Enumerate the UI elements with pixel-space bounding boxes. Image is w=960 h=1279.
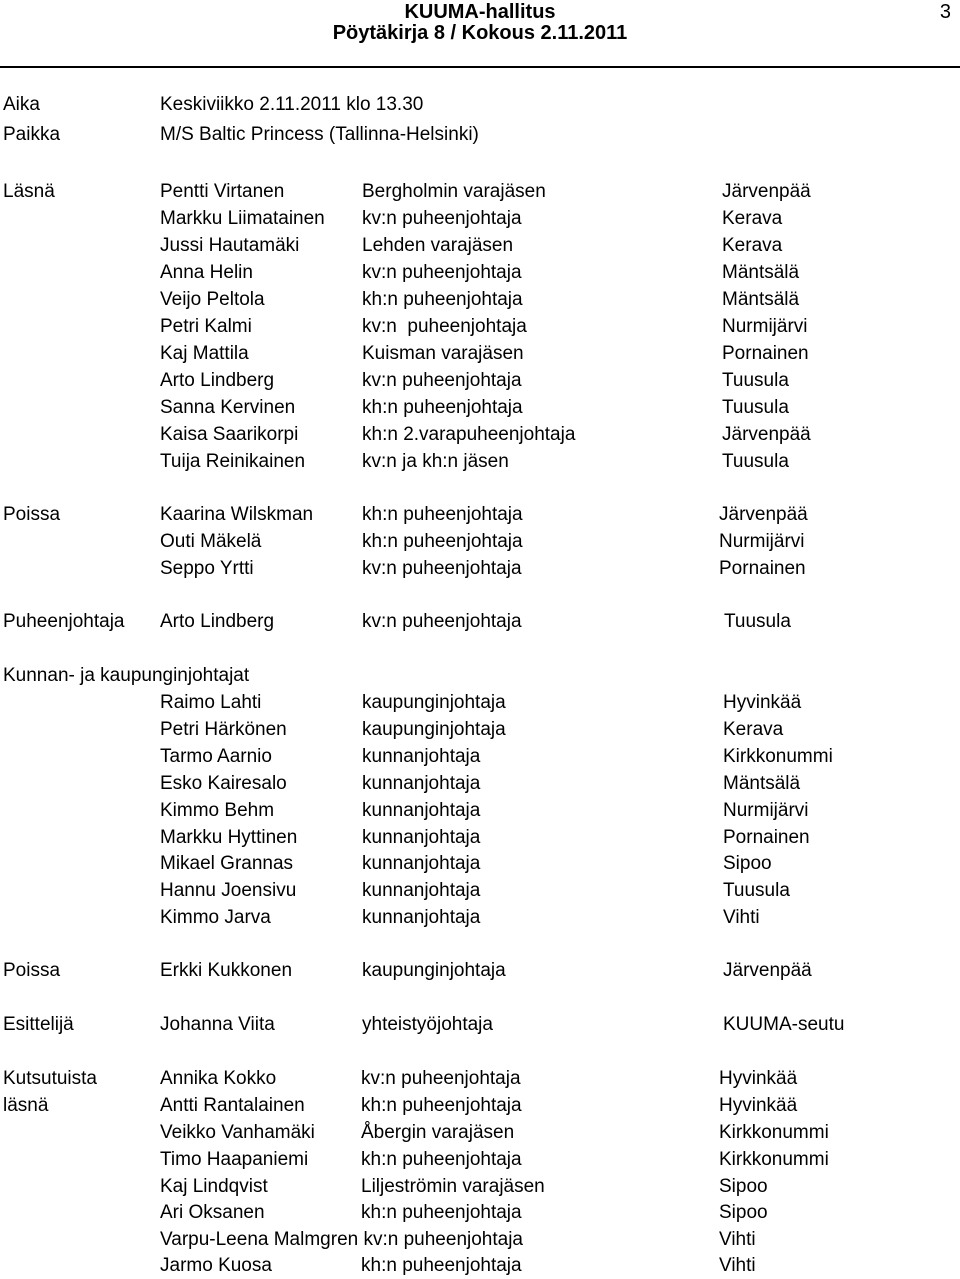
place-label: Paikka bbox=[3, 124, 61, 145]
mayor-row bbox=[0, 878, 960, 904]
person-role: kh:n puheenjohtaja bbox=[361, 1149, 522, 1170]
person-name: Ari Oksanen bbox=[160, 1202, 265, 1223]
person-name: Veijo Peltola bbox=[160, 289, 265, 310]
person-name: Mikael Grannas bbox=[160, 853, 294, 874]
person-role: kh:n 2.varapuheenjohtaja bbox=[362, 424, 576, 445]
person-role: kh:n puheenjohtaja bbox=[362, 289, 523, 310]
person-municipality: Kirkkonummi bbox=[723, 746, 833, 767]
person-municipality: Tuusula bbox=[723, 880, 790, 901]
invited-row bbox=[0, 1174, 960, 1200]
person-role: kaupunginjohtaja bbox=[362, 692, 506, 713]
invited-row bbox=[0, 1200, 960, 1226]
mayor-absent-row bbox=[0, 958, 960, 984]
person-name: Esko Kairesalo bbox=[160, 773, 287, 794]
person-name: Antti Rantalainen bbox=[160, 1095, 305, 1116]
person-role: kunnanjohtaja bbox=[362, 907, 481, 928]
time-value: Keskiviikko 2.11.2011 klo 13.30 bbox=[160, 94, 424, 115]
section-label: Esittelijä bbox=[3, 1014, 74, 1035]
invited-row bbox=[0, 1253, 960, 1279]
place-row bbox=[0, 122, 960, 148]
mayor-row bbox=[0, 825, 960, 851]
person-name: Anna Helin bbox=[160, 262, 253, 283]
present-row bbox=[0, 314, 960, 340]
mayor-row bbox=[0, 690, 960, 716]
person-municipality: KUUMA-seutu bbox=[723, 1014, 845, 1035]
person-municipality: Pornainen bbox=[722, 343, 809, 364]
header-title: KUUMA-hallitus bbox=[404, 1, 556, 23]
section-label: Kutsutuista bbox=[3, 1068, 97, 1089]
person-municipality: Sipoo bbox=[723, 853, 772, 874]
person-name: Kimmo Behm bbox=[160, 800, 275, 821]
section-label-continued: läsnä bbox=[3, 1095, 49, 1116]
person-municipality: Kirkkonummi bbox=[719, 1122, 829, 1143]
person-name: Kaj Mattila bbox=[160, 343, 249, 364]
person-name: Johanna Viita bbox=[160, 1014, 275, 1035]
person-name: Kaisa Saarikorpi bbox=[160, 424, 299, 445]
invited-row bbox=[0, 1120, 960, 1146]
person-role: kunnanjohtaja bbox=[362, 773, 481, 794]
section-label: Puheenjohtaja bbox=[3, 611, 125, 632]
person-name: Annika Kokko bbox=[160, 1068, 277, 1089]
person-municipality: Vihti bbox=[723, 907, 760, 928]
present-row bbox=[0, 260, 960, 286]
person-name: Pentti Virtanen bbox=[160, 181, 285, 202]
person-municipality: Hyvinkää bbox=[719, 1068, 798, 1089]
person-role: kaupunginjohtaja bbox=[362, 960, 506, 981]
person-municipality: Nurmijärvi bbox=[719, 531, 805, 552]
person-role: Lehden varajäsen bbox=[362, 235, 514, 256]
person-name: Kaarina Wilskman bbox=[160, 504, 314, 525]
person-name: Erkki Kukkonen bbox=[160, 960, 293, 981]
person-role: kv:n puheenjohtaja bbox=[362, 611, 522, 632]
header-rule bbox=[0, 66, 960, 68]
time-row bbox=[0, 92, 960, 118]
person-role: kunnanjohtaja bbox=[362, 880, 481, 901]
mayor-row bbox=[0, 905, 960, 931]
person-name: Arto Lindberg bbox=[160, 611, 275, 632]
person-role: Liljeströmin varajäsen bbox=[361, 1176, 545, 1197]
invited-row bbox=[0, 1147, 960, 1173]
person-role: kh:n puheenjohtaja bbox=[361, 1202, 522, 1223]
person-name-and-role: Varpu-Leena Malmgren kv:n puheenjohtaja bbox=[160, 1229, 523, 1250]
chair-row bbox=[0, 609, 960, 635]
person-role: kh:n puheenjohtaja bbox=[362, 531, 523, 552]
person-municipality: Sipoo bbox=[719, 1176, 768, 1197]
person-name: Raimo Lahti bbox=[160, 692, 262, 713]
section-label: Läsnä bbox=[3, 181, 55, 202]
page-number: 3 bbox=[939, 1, 951, 23]
present-row bbox=[0, 341, 960, 367]
person-role: kh:n puheenjohtaja bbox=[361, 1095, 522, 1116]
person-municipality: Järvenpää bbox=[719, 504, 808, 525]
person-role: Åbergin varajäsen bbox=[361, 1122, 515, 1143]
person-role: kv:n puheenjohtaja bbox=[362, 370, 522, 391]
person-role: kv:n puheenjohtaja bbox=[362, 316, 527, 337]
section-label: Kunnan- ja kaupunginjohtajat bbox=[3, 665, 250, 686]
mayor-row bbox=[0, 717, 960, 743]
section-label: Poissa bbox=[3, 960, 61, 981]
person-role: Kuisman varajäsen bbox=[362, 343, 524, 364]
person-name: Arto Lindberg bbox=[160, 370, 275, 391]
presenter-row bbox=[0, 1012, 960, 1038]
present-row bbox=[0, 233, 960, 259]
person-municipality: Hyvinkää bbox=[723, 692, 802, 713]
person-role: kunnanjohtaja bbox=[362, 800, 481, 821]
person-name: Markku Liimatainen bbox=[160, 208, 325, 229]
person-municipality: Kerava bbox=[722, 208, 783, 229]
mayors-heading-row bbox=[0, 663, 960, 689]
person-name: Jarmo Kuosa bbox=[160, 1255, 272, 1276]
person-municipality: Kerava bbox=[722, 235, 783, 256]
person-name: Markku Hyttinen bbox=[160, 827, 298, 848]
person-municipality: Pornainen bbox=[719, 558, 806, 579]
person-municipality: Tuusula bbox=[722, 370, 789, 391]
person-municipality: Sipoo bbox=[719, 1202, 768, 1223]
present-row bbox=[0, 395, 960, 421]
person-role: kunnanjohtaja bbox=[362, 746, 481, 767]
person-role: kaupunginjohtaja bbox=[362, 719, 506, 740]
person-municipality: Järvenpää bbox=[723, 960, 812, 981]
section-label: Poissa bbox=[3, 504, 61, 525]
person-municipality: Nurmijärvi bbox=[722, 316, 808, 337]
person-role: kh:n puheenjohtaja bbox=[361, 1255, 522, 1276]
present-row bbox=[0, 422, 960, 448]
present-row bbox=[0, 449, 960, 475]
person-role: kv:n puheenjohtaja bbox=[362, 208, 522, 229]
person-municipality: Vihti bbox=[719, 1229, 756, 1250]
absent-row bbox=[0, 529, 960, 555]
invited-row bbox=[0, 1227, 960, 1253]
person-municipality: Tuusula bbox=[724, 611, 791, 632]
invited-row bbox=[0, 1093, 960, 1119]
person-role: Bergholmin varajäsen bbox=[362, 181, 546, 202]
person-municipality: Mäntsälä bbox=[722, 262, 800, 283]
person-name: Outi Mäkelä bbox=[160, 531, 262, 552]
header-subtitle: Pöytäkirja 8 / Kokous 2.11.2011 bbox=[332, 22, 628, 44]
person-role: kv:n ja kh:n jäsen bbox=[362, 451, 509, 472]
time-label: Aika bbox=[3, 94, 40, 115]
absent-row bbox=[0, 502, 960, 528]
person-municipality: Kerava bbox=[723, 719, 784, 740]
person-municipality: Vihti bbox=[719, 1255, 756, 1276]
person-role: kunnanjohtaja bbox=[362, 827, 481, 848]
person-municipality: Kirkkonummi bbox=[719, 1149, 829, 1170]
person-role: kh:n puheenjohtaja bbox=[362, 504, 523, 525]
person-name: Veikko Vanhamäki bbox=[160, 1122, 315, 1143]
person-municipality: Tuusula bbox=[722, 451, 789, 472]
mayor-row bbox=[0, 798, 960, 824]
person-role: kv:n puheenjohtaja bbox=[362, 558, 522, 579]
place-value: M/S Baltic Princess (Tallinna-Helsinki) bbox=[160, 124, 479, 145]
person-name: Petri Härkönen bbox=[160, 719, 287, 740]
person-municipality: Mäntsälä bbox=[722, 289, 800, 310]
present-row bbox=[0, 287, 960, 313]
absent-row bbox=[0, 556, 960, 582]
person-municipality: Pornainen bbox=[723, 827, 810, 848]
person-role: kv:n puheenjohtaja bbox=[362, 262, 522, 283]
person-role: kh:n puheenjohtaja bbox=[362, 397, 523, 418]
present-row bbox=[0, 368, 960, 394]
person-name: Timo Haapaniemi bbox=[160, 1149, 309, 1170]
person-municipality: Mäntsälä bbox=[723, 773, 801, 794]
person-municipality: Hyvinkää bbox=[719, 1095, 798, 1116]
person-name: Jussi Hautamäki bbox=[160, 235, 300, 256]
mayor-row bbox=[0, 771, 960, 797]
person-name: Tuija Reinikainen bbox=[160, 451, 306, 472]
person-name: Seppo Yrtti bbox=[160, 558, 254, 579]
mayor-row bbox=[0, 851, 960, 877]
person-name: Kimmo Jarva bbox=[160, 907, 271, 928]
present-row bbox=[0, 206, 960, 232]
person-municipality: Tuusula bbox=[722, 397, 789, 418]
person-municipality: Järvenpää bbox=[722, 424, 811, 445]
person-name: Petri Kalmi bbox=[160, 316, 252, 337]
person-municipality: Järvenpää bbox=[722, 181, 811, 202]
person-name: Sanna Kervinen bbox=[160, 397, 296, 418]
person-role: kv:n puheenjohtaja bbox=[361, 1068, 521, 1089]
present-row bbox=[0, 179, 960, 205]
invited-row bbox=[0, 1066, 960, 1092]
person-name: Kaj Lindqvist bbox=[160, 1176, 268, 1197]
person-name: Tarmo Aarnio bbox=[160, 746, 272, 767]
person-role: kunnanjohtaja bbox=[362, 853, 481, 874]
person-municipality: Nurmijärvi bbox=[723, 800, 809, 821]
person-name: Hannu Joensivu bbox=[160, 880, 297, 901]
mayor-row bbox=[0, 744, 960, 770]
person-role: yhteistyöjohtaja bbox=[362, 1014, 493, 1035]
